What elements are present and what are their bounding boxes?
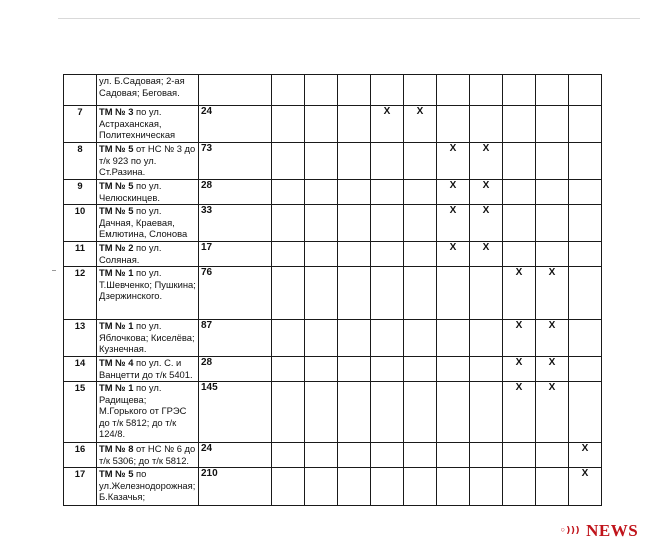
table-row [64,242,602,267]
schedule-mark: X [536,382,569,443]
schedule-mark [371,357,404,382]
route-description [97,468,199,506]
schedule-mark: X [503,357,536,382]
schedule-mark [536,242,569,267]
length-value: 28 [199,357,272,382]
schedule-mark [437,382,470,443]
street-list: от НС № 3 до т/к 923 по ул. Ст.Разина. [99,143,196,177]
row-number: 11 [64,242,97,267]
schedule-mark [404,443,437,468]
schedule-mark [536,443,569,468]
table-row [64,75,602,106]
street-list: по ул. Астраханская, Политехническая [99,106,176,140]
schedule-mark [470,357,503,382]
main-line-label: ТМ № 2 [99,242,134,253]
schedule-mark [470,106,503,143]
route-description [97,382,199,443]
schedule-mark: X [437,242,470,267]
schedule-table [63,74,602,506]
schedule-mark [404,357,437,382]
schedule-mark [536,75,569,106]
route-description [97,205,199,242]
schedule-mark [272,382,305,443]
schedule-mark [272,320,305,357]
schedule-mark [437,267,470,320]
route-description [97,443,199,468]
length-value [199,75,272,106]
schedule-mark [305,443,338,468]
schedule-mark: X [536,320,569,357]
schedule-mark [338,357,371,382]
schedule-mark [338,443,371,468]
schedule-mark [503,205,536,242]
schedule-mark [371,75,404,106]
route-description [97,320,199,357]
schedule-mark [404,382,437,443]
schedule-mark [371,443,404,468]
length-value: 24 [199,106,272,143]
main-line-label: ТМ № 5 [99,205,134,216]
news-label: NEWS [586,521,639,540]
schedule-mark [503,106,536,143]
schedule-mark [470,468,503,506]
schedule-mark [569,205,602,242]
table-row [64,357,602,382]
street-list: по ул.Железнодорожная; Б.Казачья; [99,468,196,502]
schedule-mark [338,143,371,180]
schedule-mark [404,205,437,242]
schedule-mark [536,143,569,180]
schedule-mark [272,357,305,382]
table-row [64,443,602,468]
schedule-mark [437,106,470,143]
schedule-mark [338,267,371,320]
route-description [97,267,199,320]
street-list: по ул. Т.Шевченко; Пушкина; Дзержинского. [99,267,196,301]
row-number: 9 [64,180,97,205]
schedule-mark [437,75,470,106]
table-row [64,320,602,357]
length-value: 73 [199,143,272,180]
schedule-mark: X [536,357,569,382]
schedule-mark [437,468,470,506]
schedule-mark [470,267,503,320]
street-list: по ул. Челюскинцев. [99,180,162,203]
schedule-mark [305,106,338,143]
schedule-mark [536,205,569,242]
schedule-mark [272,267,305,320]
row-number: 7 [64,106,97,143]
schedule-mark [338,75,371,106]
schedule-mark [338,205,371,242]
main-line-label: ТМ № 5 [99,468,134,479]
schedule-mark [437,443,470,468]
length-value: 76 [199,267,272,320]
schedule-mark [503,443,536,468]
schedule-mark [371,468,404,506]
schedule-mark [470,382,503,443]
schedule-mark [371,205,404,242]
main-line-label: ТМ № 5 [99,180,134,191]
schedule-mark [470,75,503,106]
table-row [64,180,602,205]
schedule-mark [569,106,602,143]
length-value: 145 [199,382,272,443]
schedule-mark: X [470,205,503,242]
schedule-mark [338,320,371,357]
route-description [97,242,199,267]
schedule-mark [305,357,338,382]
table-row [64,143,602,180]
length-value: 24 [199,443,272,468]
schedule-mark: X [470,242,503,267]
schedule-mark [305,205,338,242]
row-number: 12 [64,267,97,320]
schedule-mark [569,267,602,320]
schedule-mark [569,143,602,180]
schedule-mark [404,75,437,106]
table-row [64,205,602,242]
schedule-mark [305,468,338,506]
schedule-mark [272,106,305,143]
length-value: 33 [199,205,272,242]
schedule-mark [272,143,305,180]
schedule-mark [338,106,371,143]
street-list: по ул. Радищева; М.Горького от ГРЭС до т/к 5812; до т/к 124/8. [99,382,187,439]
schedule-mark [404,180,437,205]
schedule-mark [404,143,437,180]
street-list: по ул. Дачная, Краевая, Емлютина, Слонова [99,205,188,239]
row-number: 8 [64,143,97,180]
schedule-mark [338,468,371,506]
schedule-mark [371,180,404,205]
street-list: по ул. С. и Ванцетти до т/к 5401. [99,357,193,380]
schedule-mark: X [437,143,470,180]
length-value: 17 [199,242,272,267]
main-line-label: ТМ № 1 [99,267,134,278]
schedule-mark [305,75,338,106]
main-line-label: ТМ № 4 [99,357,134,368]
schedule-mark [437,320,470,357]
schedule-mark [371,382,404,443]
schedule-mark [569,320,602,357]
schedule-mark [470,320,503,357]
schedule-mark: X [569,468,602,506]
schedule-mark [371,267,404,320]
schedule-mark [305,242,338,267]
schedule-mark [503,180,536,205]
main-line-label: ТМ № 3 [99,106,134,117]
schedule-mark [569,357,602,382]
main-line-label: ТМ № 5 [99,143,134,154]
street-list: по ул. Яблочкова; Киселёва; Кузнечная. [99,320,195,354]
main-line-label: ТМ № 8 [99,443,134,454]
schedule-mark [272,180,305,205]
schedule-mark [536,468,569,506]
schedule-mark [536,180,569,205]
schedule-mark [470,443,503,468]
row-number: 17 [64,468,97,506]
schedule-mark [503,75,536,106]
row-number [64,75,97,106]
schedule-mark [404,267,437,320]
schedule-mark [338,180,371,205]
schedule-mark [404,468,437,506]
row-number: 14 [64,357,97,382]
schedule-mark [404,242,437,267]
schedule-mark [371,143,404,180]
schedule-mark: X [470,143,503,180]
schedule-mark [404,320,437,357]
schedule-mark [305,382,338,443]
schedule-mark [272,242,305,267]
main-line-label: ТМ № 1 [99,382,134,393]
schedule-mark [569,180,602,205]
table-row [64,468,602,506]
schedule-mark: X [536,267,569,320]
schedule-mark: X [503,267,536,320]
schedule-mark [503,242,536,267]
route-description [97,357,199,382]
main-line-label: ТМ № 1 [99,320,134,331]
schedule-mark: X [404,106,437,143]
schedule-mark [272,75,305,106]
schedule-mark [371,242,404,267]
schedule-mark: X [437,205,470,242]
schedule-mark: X [470,180,503,205]
schedule-mark: X [437,180,470,205]
schedule-mark [272,468,305,506]
row-number: 10 [64,205,97,242]
street-list: по ул. Соляная. [99,242,162,265]
row-number: 15 [64,382,97,443]
schedule-mark [536,106,569,143]
route-description [97,75,199,106]
row-number: 13 [64,320,97,357]
schedule-mark [338,242,371,267]
schedule-mark: X [503,382,536,443]
schedule-mark [272,443,305,468]
route-description [97,106,199,143]
length-value: 87 [199,320,272,357]
route-description [97,180,199,205]
table-row [64,382,602,443]
news-watermark [560,521,638,541]
schedule-mark: X [371,106,404,143]
schedule-mark [503,143,536,180]
radio-waves-icon: ◦))) [560,526,581,536]
length-value: 210 [199,468,272,506]
page-top-edge [58,18,640,19]
schedule-mark [305,267,338,320]
schedule-mark [569,75,602,106]
schedule-mark [503,468,536,506]
street-list: ул. Б.Садовая; 2-ая Садовая; Беговая. [99,75,185,98]
schedule-mark [338,382,371,443]
street-list: от НС № 6 до т/к 5306; до т/к 5812. [99,443,196,466]
schedule-mark [305,180,338,205]
length-value: 28 [199,180,272,205]
schedule-mark [437,357,470,382]
schedule-mark [305,320,338,357]
schedule-mark [569,242,602,267]
schedule-mark: X [569,443,602,468]
table-row [64,267,602,320]
schedule-mark [272,205,305,242]
schedule-mark [371,320,404,357]
schedule-mark [305,143,338,180]
row-number: 16 [64,443,97,468]
margin-mark [52,270,56,271]
table-row [64,106,602,143]
schedule-mark: X [503,320,536,357]
schedule-mark [569,382,602,443]
route-description [97,143,199,180]
